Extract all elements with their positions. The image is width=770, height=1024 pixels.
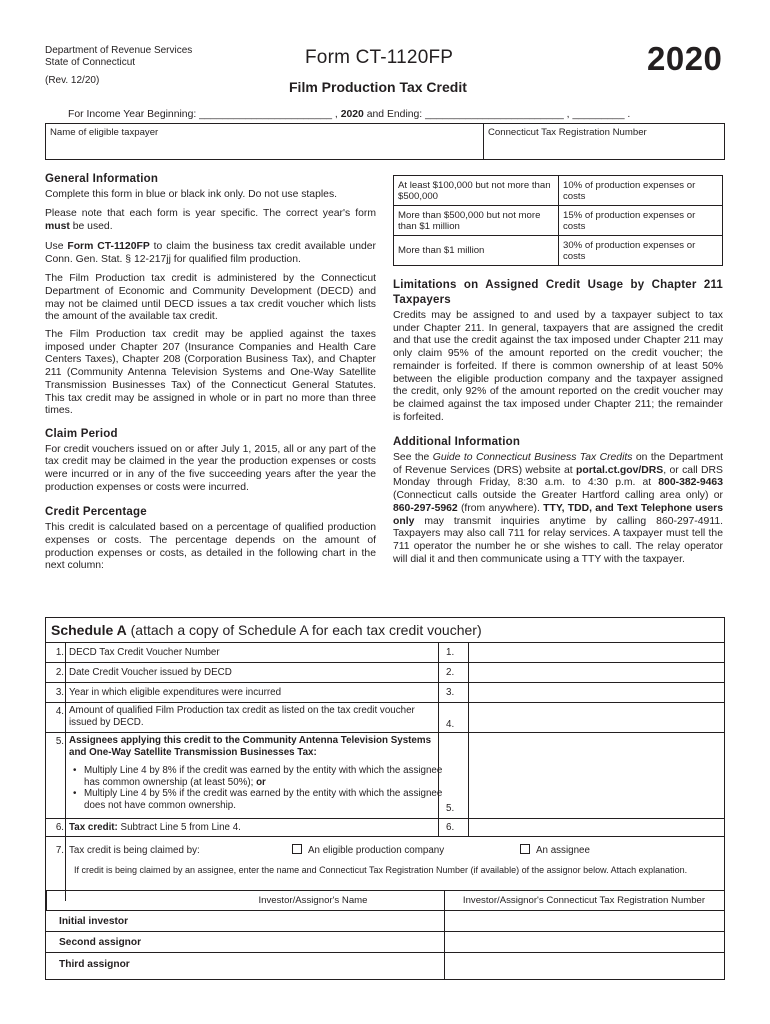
checkbox-icon[interactable] [292, 844, 302, 854]
credit-amount-input[interactable] [469, 703, 724, 733]
credit-percentage-text: This credit is calculated based on a percentage of qualified production expenses or costs. The percentage depends on the amount of production expenses or costs, as detailed in the following chart in the next column: [45, 522, 376, 572]
taxpayer-name-label: Name of eligible taxpayer [50, 127, 159, 138]
table-row [394, 236, 723, 266]
checkbox-icon[interactable] [520, 844, 530, 854]
third-assignor-name-input[interactable] [146, 953, 443, 979]
range-cell: At least $100,000 but not more than $500,000 [394, 176, 559, 206]
credit-percentage-table [393, 175, 723, 266]
line-5-row: 5. Assignees applying this credit to the Community Antenna Television Systems and One-Way Satellite Transmission Businesses Tax: • Multiply Line 4 by 8% if the credit was earned by the entity with which the assignee has common ownership (at least 50%); or • Multiply Line 4 by 5% if the credit was earned by the entity with which the assignee does not have common ownership. 5. [46, 732, 724, 819]
option-assignee[interactable]: An assignee [520, 844, 590, 856]
general-info-heading: General Information [45, 173, 159, 185]
schedule-a-title: Schedule A (attach a copy of Schedule A for each tax credit voucher) [51, 622, 482, 638]
third-assignor-reg-input[interactable] [445, 953, 724, 979]
additional-info-heading: Additional Information [393, 436, 521, 449]
tax-year: 2020 [647, 40, 723, 77]
line-6-row: 6. Tax credit: Subtract Line 5 from Line 4. 6. [46, 818, 724, 837]
assignor-table [46, 890, 724, 979]
table-row: Third assignor [46, 952, 724, 979]
limitations-heading: Limitations on Assigned Credit Usage by Chapter 211 Taxpayers [393, 279, 723, 306]
line-2-row: 2. Date Credit Voucher issued by DECD 2. [46, 662, 724, 683]
initial-investor-name-input[interactable] [146, 911, 443, 932]
general-info-p1: Complete this form in blue or black ink only. Do not use staples. [45, 188, 338, 200]
table-row: Second assignor [46, 931, 724, 953]
percent-cell: 15% of production expenses or costs [559, 206, 723, 236]
range-cell: More than $1 million [394, 236, 559, 266]
adjusted-amount-input[interactable] [469, 733, 724, 819]
assignor-table-header: Investor/Assignor's Name Investor/Assignor's Connecticut Tax Registration Number [46, 890, 724, 911]
state-name: State of Connecticut [45, 57, 136, 68]
initial-investor-reg-input[interactable] [445, 911, 724, 932]
claim-period-heading: Claim Period [45, 427, 118, 440]
percent-cell: 30% of production expenses or costs [559, 236, 723, 266]
drs-website-link[interactable]: portal.ct.gov/DRS [576, 464, 664, 476]
table-row [394, 176, 723, 206]
table-row [394, 206, 723, 236]
general-info-p3: Use Form CT-1120FP to claim the business tax credit available under Conn. Gen. Stat. § 12-217jj for qualified film production. [45, 240, 377, 265]
general-info-p2: Please note that each form is year specific. The correct year's form must be used. [45, 208, 376, 233]
option-production-company[interactable]: An eligible production company [292, 844, 444, 856]
form-title: Form CT-1120FP [305, 47, 454, 68]
income-end-field[interactable]: ________________________ [425, 109, 564, 120]
percent-cell: 10% of production expenses or costs [559, 176, 723, 206]
expenditure-year-input[interactable] [469, 683, 724, 703]
general-info-p4: The Film Production tax credit is administered by the Connecticut Department of Economic and Community Development (DECD) and may not be claimed until DECD issues a tax credit voucher which lists the amount of the available tax credit. [45, 273, 376, 323]
credit-percentage-heading: Credit Percentage [45, 506, 147, 519]
income-year-line: For Income Year Beginning: _______________________ , 2020 and Ending: ________________________ , _________ . [68, 109, 631, 120]
range-cell: More than $500,000 but not more than $1 million [394, 206, 559, 236]
line-3-row: 3. Year in which eligible expenditures were incurred 3. [46, 682, 724, 703]
income-begin-field[interactable]: _______________________ [199, 109, 333, 120]
line-7-note: If credit is being claimed by an assignee, enter the name and Connecticut Tax Registration Number (if available) of the assignor below. Attach explanation. [74, 865, 688, 875]
general-info-p5: The Film Production tax credit may be applied against the taxes imposed under Chapter 207 (Insurance Companies and Health Care Centers Taxes), Chapter 208 (Corporation Business Tax), and Chapter 211 (Community Antenna Television Systems and One-Way Satellite Transmission Businesses Tax) of the Connecticut General Statutes. This tax credit may be assigned in whole or in part no more than three times. [45, 329, 376, 417]
income-end-year-field[interactable]: _________ [572, 109, 625, 120]
voucher-number-input[interactable] [469, 643, 724, 663]
line-4-row: 4. Amount of qualified Film Production tax credit as listed on the tax credit voucher issued by DECD. 4. [46, 702, 724, 733]
left-column [45, 173, 376, 578]
voucher-date-input[interactable] [469, 663, 724, 683]
second-assignor-reg-input[interactable] [445, 932, 724, 953]
additional-info-text: See the Guide to Connecticut Business Tax Credits on the Department of Revenue Services (DRS) website at portal.ct.gov/DRS, or call DRS Monday through Friday, 8:30 a.m. to 4:30 p.m. at 800-382-9463 (Connecticut calls outside the Greater Hartford calling area only) or 860-297-5962 (from anywhere). TTY, TDD, and Text Telephone users only may transmit inquiries anytime by calling 860-297-4911. Taxpayers may also call 711 for relay services. A taxpayer must tell the 711 operator the number he or she wishes to call. The relay operator will dial it and then communicate using a TTY with the taxpayer. [393, 452, 723, 565]
taxpayer-box [45, 123, 725, 160]
registration-number-label: Connecticut Tax Registration Number [488, 127, 647, 138]
tax-credit-input[interactable] [469, 819, 724, 837]
claim-period-text: For credit vouchers issued on or after July 1, 2015, all or any part of the tax credit may be claimed in the year the production expenses or costs were incurred or in any of the five succeeding years after the year the production expenses or costs were incurred. [45, 443, 376, 493]
dept-name: Department of Revenue Services [45, 45, 193, 56]
right-column [393, 278, 723, 571]
taxpayer-name-field[interactable] [46, 124, 483, 159]
form-subtitle: Film Production Tax Credit [289, 79, 467, 95]
limitations-text: Credits may be assigned to and used by a taxpayer subject to tax under Chapter 211. In general, taxpayers that are assigned the credit and that use the credit against the tax imposed under Chapter 211 may only claim 95% of the amount reported on the credit voucher; the remainder is forfeited. If there is common ownership of at least 50% between the eligible production company and the taxpayer assigned the credit, only 92% of the amount reported on the credit voucher may be claimed against the tax imposed under Chapter 211; the remainder is forfeited. [393, 310, 723, 423]
line-1-row: 1. DECD Tax Credit Voucher Number 1. [46, 642, 724, 663]
second-assignor-name-input[interactable] [146, 932, 443, 953]
schedule-a [45, 617, 725, 980]
registration-number-field[interactable] [483, 124, 724, 159]
line-7-row: 7. Tax credit is being claimed by: An eligible production company An assignee If credit is being claimed by an assignee, enter the name and Connecticut Tax Registration Number (if available) of the assignor below. Attach explanation. [46, 836, 724, 901]
revision: (Rev. 12/20) [45, 75, 100, 86]
table-row: Initial investor [46, 910, 724, 932]
